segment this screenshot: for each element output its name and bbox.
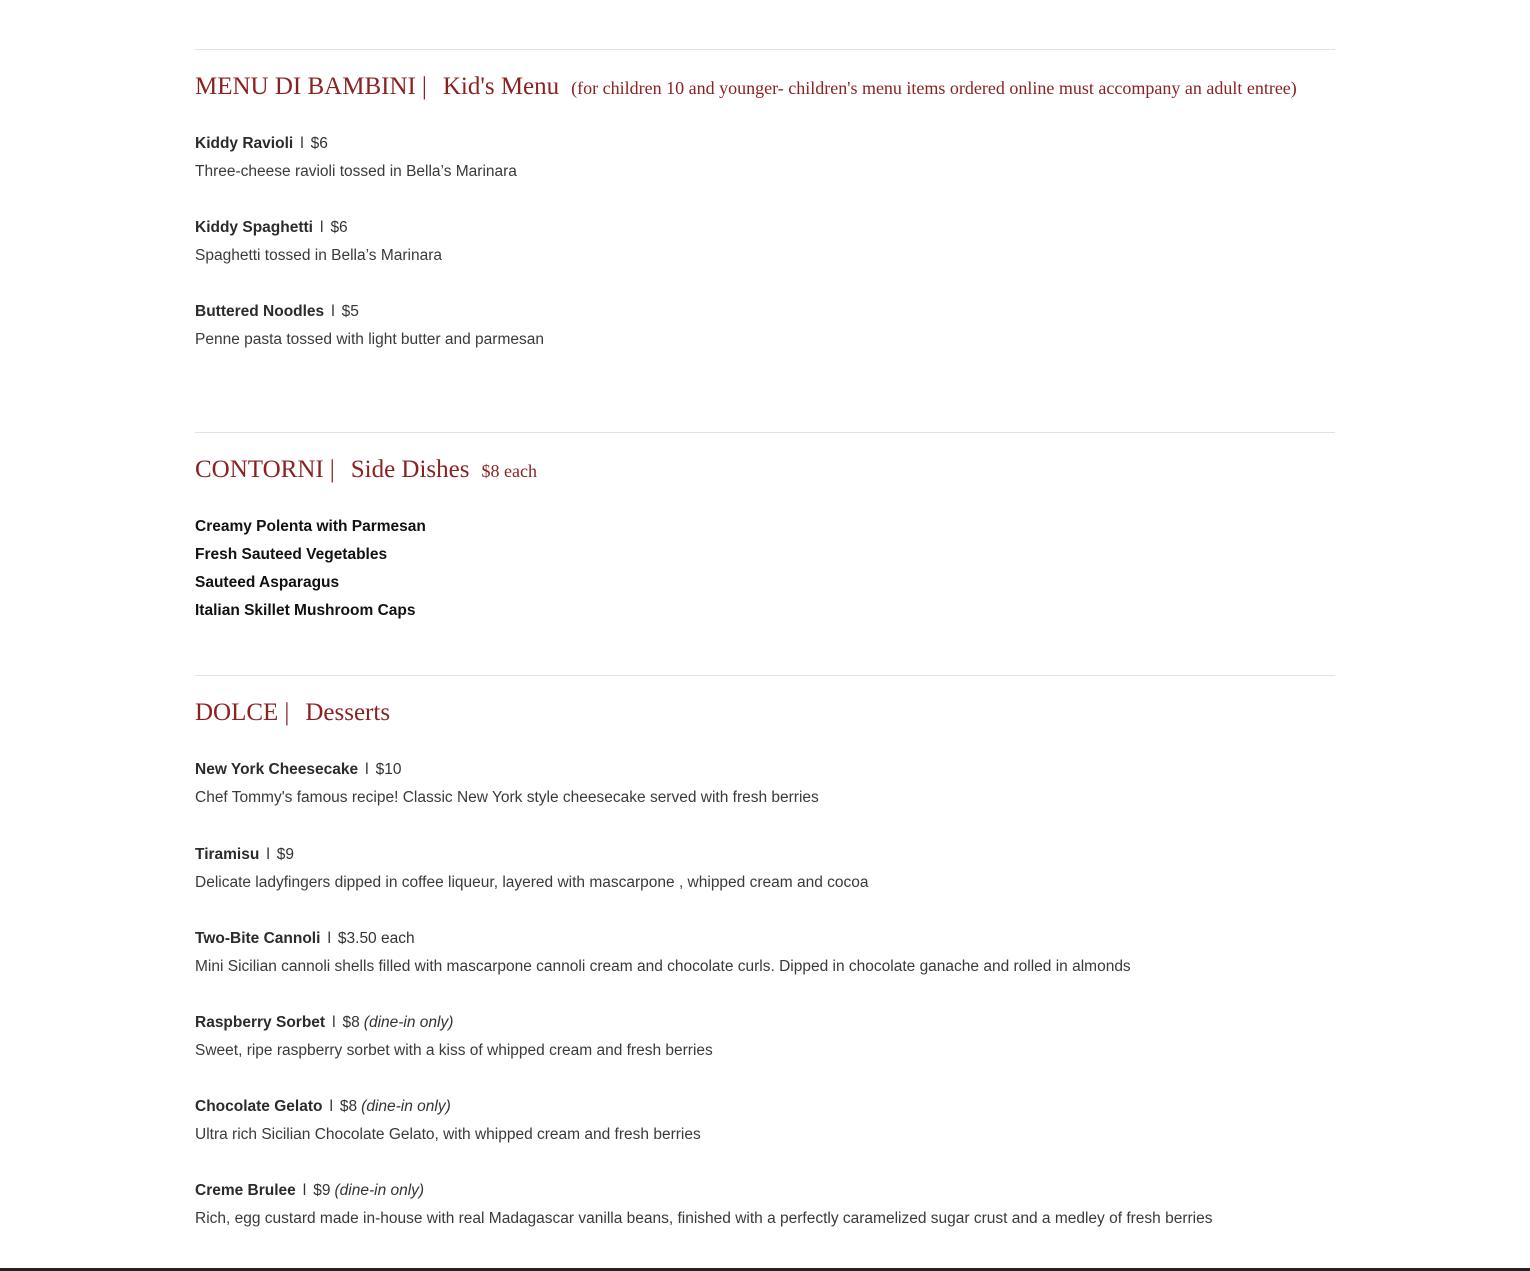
sides-heading [195, 457, 537, 482]
menu-item-separator: l [302, 1182, 307, 1199]
menu-item-price: $9 [276, 846, 295, 863]
menu-item-description: Mini Sicilian cannoli shells filled with mascarpone cannoli cream and chocolate curls. Dipped in chocolate ganache and rolled in almonds [195, 958, 1131, 975]
menu-item-price: $8 [342, 1014, 360, 1031]
menu-item-separator: l [365, 761, 369, 778]
side-dish-item: Italian Skillet Mushroom Caps [195, 602, 416, 619]
sides-subtitle: Side Dishes [350, 456, 470, 483]
menu-item-name: Buttered Noodles [195, 303, 325, 320]
menu-item-title [195, 929, 415, 949]
menu-item-price: $10 [375, 761, 402, 778]
menu-item-title [195, 134, 328, 154]
menu-item-name: Kiddy Ravioli [195, 135, 294, 152]
menu-item-description: Chef Tommy's famous recipe! Classic New York style cheesecake served with fresh berries [195, 789, 819, 806]
menu-item-separator: l [327, 930, 331, 947]
menu-item-separator: l [331, 303, 335, 320]
menu-item-title [195, 218, 348, 238]
menu-item-name: Creme Brulee [195, 1182, 296, 1199]
section-divider [195, 432, 1335, 433]
heading-separator: | [329, 456, 335, 483]
side-dish-item: Fresh Sauteed Vegetables [195, 546, 388, 563]
menu-item-description: Ultra rich Sicilian Chocolate Gelato, with whipped cream and fresh berries [195, 1126, 701, 1143]
menu-item-title [195, 302, 359, 322]
menu-item-price: $6 [330, 219, 348, 236]
menu-item-price: $9 [313, 1182, 331, 1199]
menu-item-title [195, 760, 401, 780]
menu-item-description: Delicate ladyfingers dipped in coffee liqueur, layered with mascarpone , whipped cream and cocoa [195, 874, 869, 891]
kids-menu-heading [195, 74, 1297, 99]
menu-item-separator: l [332, 1014, 336, 1031]
desserts-subtitle: Desserts [305, 699, 391, 726]
menu-item-title [195, 1181, 424, 1201]
menu-item-description: Spaghetti tossed in Bella’s Marinara [195, 247, 442, 264]
menu-item-description: Penne pasta tossed with light butter and parmesan [195, 331, 544, 348]
kids-menu-note: (for children 10 and younger- children's menu items ordered online must accompany an adult entree) [571, 78, 1297, 98]
heading-separator: | [421, 73, 427, 100]
section-divider [195, 675, 1335, 676]
sides-title: CONTORNI [195, 456, 324, 483]
menu-item-name: Two-Bite Cannoli [195, 930, 321, 947]
kids-menu-title: MENU DI BAMBINI [195, 73, 416, 100]
side-dish-item: Sauteed Asparagus [195, 574, 340, 591]
menu-item-description: Rich, egg custard made in-house with real Madagascar vanilla beans, finished with a perfectly caramelized sugar crust and a medley of fresh berries [195, 1210, 1213, 1227]
menu-item-separator: l [329, 1098, 333, 1115]
menu-item-separator: l [266, 846, 270, 863]
dine-in-note: (dine-in only) [334, 1182, 425, 1199]
menu-item-title [195, 1013, 453, 1033]
menu-item-separator: l [319, 219, 324, 236]
menu-item-name: Kiddy Spaghetti [195, 219, 313, 236]
desserts-heading [195, 700, 390, 725]
menu-item-name: Raspberry Sorbet [195, 1014, 326, 1031]
menu-item-title [195, 1097, 451, 1117]
menu-item-separator: l [300, 135, 304, 152]
kids-menu-subtitle: Kid's Menu [442, 73, 560, 100]
desserts-title: DOLCE [195, 699, 279, 726]
section-divider [195, 49, 1335, 50]
menu-item-name: New York Cheesecake [195, 761, 359, 778]
sides-price-note: $8 each [481, 461, 537, 481]
menu-item-price: $3.50 each [337, 930, 415, 947]
menu-item-name: Chocolate Gelato [195, 1098, 323, 1115]
dine-in-note: (dine-in only) [363, 1014, 454, 1031]
menu-item-price: $8 [339, 1098, 358, 1115]
menu-item-price: $6 [310, 135, 328, 152]
menu-item-name: Tiramisu [195, 846, 260, 863]
heading-separator: | [284, 699, 290, 726]
menu-item-title [195, 845, 294, 865]
dine-in-note: (dine-in only) [361, 1098, 451, 1115]
menu-item-description: Three-cheese ravioli tossed in Bella’s Marinara [195, 163, 517, 180]
side-dish-item: Creamy Polenta with Parmesan [195, 518, 426, 535]
menu-item-price: $5 [341, 303, 359, 320]
menu-item-description: Sweet, ripe raspberry sorbet with a kiss of whipped cream and fresh berries [195, 1042, 713, 1059]
